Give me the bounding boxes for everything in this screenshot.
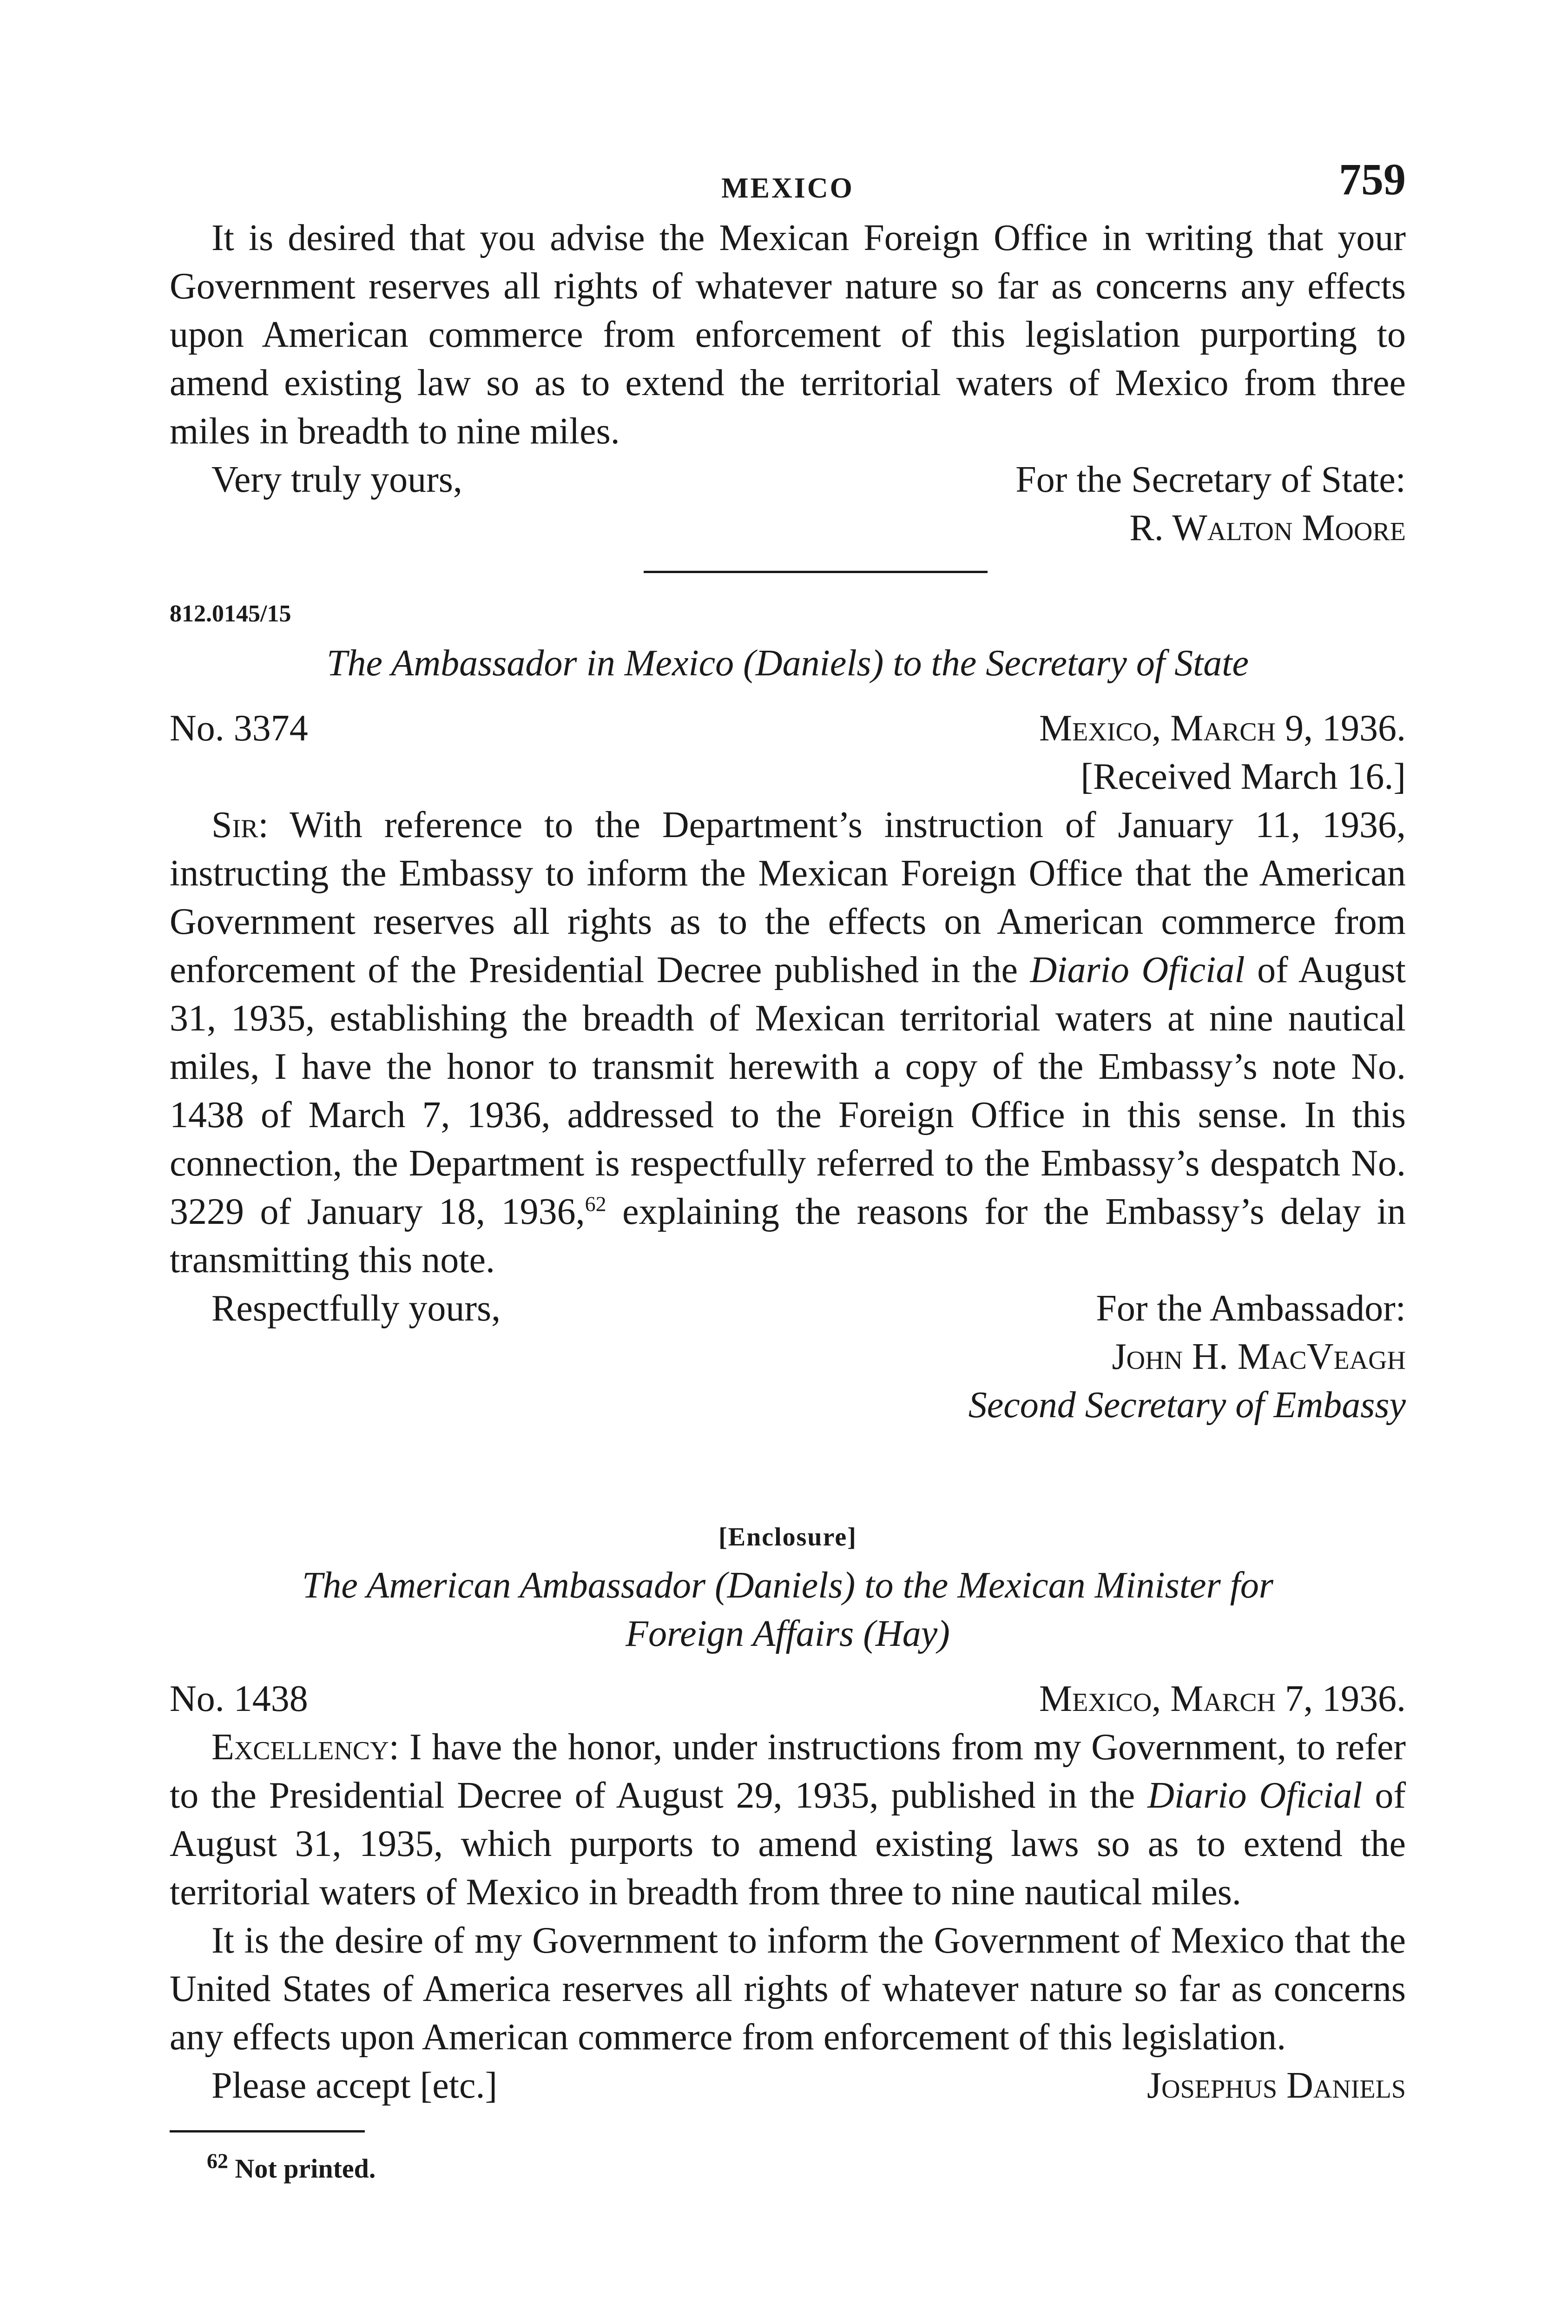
footnote: [170, 2150, 1406, 2187]
section-divider: [644, 571, 988, 573]
enclosure-body-1: I have the honor, under instructions from my Government, to refer to the Presidential Decree of August 29, 1935, published in the: [170, 1727, 1406, 1816]
despatch-body: [170, 801, 1406, 1284]
enclosure-number: No. 1438: [170, 1678, 308, 1719]
enclosure-number-row: [170, 1675, 1406, 1723]
despatch-number: No. 3374: [170, 708, 308, 749]
enclosure-closing-row: [170, 2061, 1406, 2110]
despatch-signature-title: Second Secretary of Embassy: [968, 1385, 1406, 1426]
despatch-signature: John H. MacVeagh: [1112, 1336, 1406, 1377]
despatch-number-row: [170, 704, 1406, 753]
enclosure-place-date: Mexico, March 7, 1936.: [1039, 1678, 1406, 1719]
document-page: [170, 153, 1406, 2187]
enclosure-body: [170, 1723, 1406, 1916]
letter1-closing-row: [170, 456, 1406, 504]
enclosure-heading-line2: Foreign Affairs (Hay): [626, 1613, 950, 1654]
despatch-body-3: explaining the reasons for the Embassy’s delay in transmitting this note.: [170, 1191, 1406, 1281]
letter1-closing: Very truly yours,: [211, 459, 462, 500]
enclosure-diario: Diario Oficial: [1147, 1775, 1363, 1816]
enclosure-body-2: of August 31, 1935, which purports to amend existing laws so as to extend the territorial waters of Mexico in breadth from three to nine nautical miles.: [170, 1775, 1406, 1913]
letter1-body: It is desired that you advise the Mexican Foreign Office in writing that your Government reserves all rights of whatever nature so far as concerns any effects upon American commerce from enforcement of this legislation purporting to amend existing law so as to extend the territorial waters of Mexico from three miles in breadth to nine miles.: [170, 218, 1406, 452]
enclosure-heading: [170, 1561, 1406, 1658]
footnote-text: Not printed.: [235, 2153, 376, 2184]
despatch-body-2: of August 31, 1935, establishing the breadth of Mexican territorial waters at nine nautical miles, I have the honor to transmit herewith a copy of the Embassy’s note No. 1438 of March 7, 1936, addressed to the Foreign Office in this sense. In this connection, the Department is respectfully referred to the Embassy’s despatch No. 3229 of January 18, 1936,: [170, 950, 1406, 1232]
running-title: MEXICO: [721, 172, 854, 204]
footnote-rule: [170, 2130, 365, 2133]
despatch-heading: The Ambassador in Mexico (Daniels) to the Secretary of State: [326, 643, 1249, 684]
enclosure-label: [Enclosure]: [718, 1523, 857, 1552]
despatch-place-date: Mexico, March 9, 1936.: [1039, 708, 1406, 749]
despatch-received: [Received March 16.]: [1080, 756, 1406, 797]
despatch-salutation: Sir:: [211, 805, 269, 845]
despatch-body-1: With reference to the Department’s instruction of January 11, 1936, instructing the Embassy to inform the Mexican Foreign Office that the American Government reserves all rights as to the effects on American commerce from enforcement of the Presidential Decree published in the: [170, 805, 1406, 990]
file-number: 812.0145/15: [170, 601, 291, 627]
page-number: 759: [1339, 154, 1406, 204]
despatch-for-line: For the Ambassador:: [1096, 1288, 1406, 1329]
despatch-closing: Respectfully yours,: [211, 1288, 501, 1329]
enclosure-body-paragraph-2: It is the desire of my Government to inform the Government of Mexico that the United States of America reserves all rights of whatever nature so far as concerns any effects upon American commerce from enforcement of this legislation.: [170, 1920, 1406, 2058]
footnote-reference: 62: [585, 1192, 606, 1216]
enclosure-heading-line1: The American Ambassador (Daniels) to the Mexican Minister for: [302, 1565, 1274, 1606]
footnote-marker: 62: [207, 2149, 228, 2173]
despatch-closing-row: [170, 1284, 1406, 1333]
enclosure-closing: Please accept [etc.]: [211, 2065, 498, 2106]
enclosure-signature: Josephus Daniels: [1147, 2065, 1406, 2106]
enclosure-salutation: Excellency:: [211, 1727, 399, 1768]
letter1-for-line: For the Secretary of State:: [1015, 459, 1406, 500]
despatch-diario: Diario Oficial: [1030, 950, 1245, 990]
letter1-signature: R. Walton Moore: [1129, 508, 1406, 548]
running-head: [170, 153, 1406, 214]
